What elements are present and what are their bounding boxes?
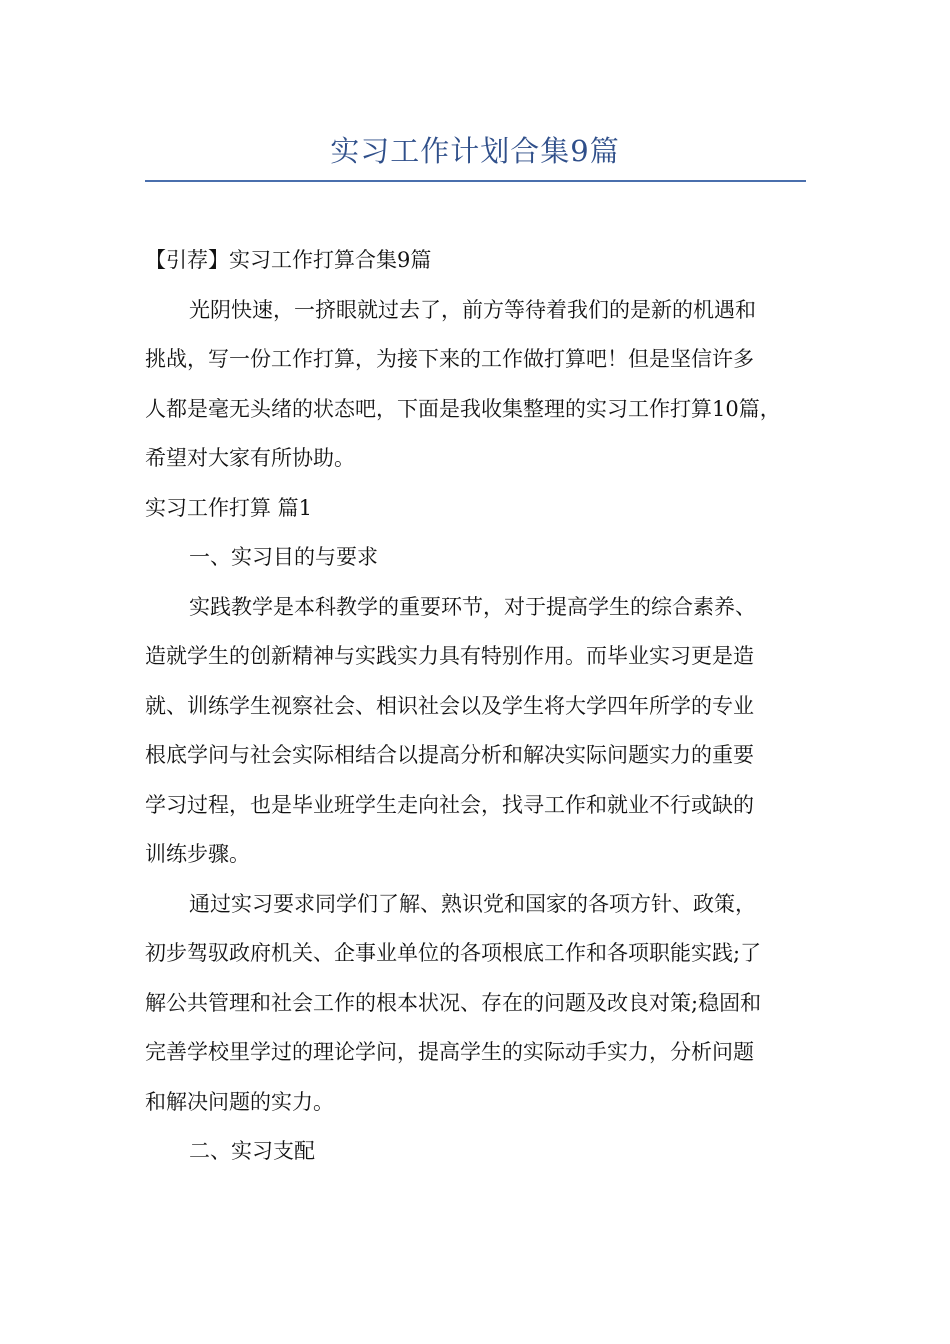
subsection-heading: 一、实习目的与要求 xyxy=(189,545,378,569)
body-line: 和解决问题的实力。 xyxy=(145,1089,334,1114)
body-line: 训练步骤。 xyxy=(145,842,250,866)
body-line: 根底学问与社会实际相结合以提高分析和解决实际问题实力的重要 xyxy=(145,743,754,767)
body-line: 实践教学是本科教学的重要环节，对于提高学生的综合素养、 xyxy=(189,594,756,619)
body-line: 【引荐】实习工作打算合集9篇 xyxy=(145,248,432,272)
body-line: 初步驾驭政府机关、企事业单位的各项根底工作和各项职能实践;了 xyxy=(145,941,762,965)
section-heading: 实习工作打算 篇1 xyxy=(145,495,313,520)
body-line: 造就学生的创新精神与实践实力具有特别作用。而毕业实习更是造 xyxy=(145,644,754,668)
body-line: 就、训练学生视察社会、相识社会以及学生将大学四年所学的专业 xyxy=(145,693,754,718)
body-line: 完善学校里学过的理论学问，提高学生的实际动手实力，分析问题 xyxy=(145,1040,754,1064)
body-line: 通过实习要求同学们了解、熟识党和国家的各项方针、政策， xyxy=(189,891,756,916)
body-line: 解公共管理和社会工作的根本状况、存在的问题及改良对策;稳固和 xyxy=(145,990,762,1015)
document-title: 实习工作计划合集9篇 xyxy=(330,134,620,168)
title-underline xyxy=(145,180,806,182)
body-line: 人都是毫无头绪的状态吧，下面是我收集整理的实习工作打算10篇， xyxy=(145,396,781,421)
document-body xyxy=(145,236,807,1177)
body-line: 学习过程，也是毕业班学生走向社会，找寻工作和就业不行或缺的 xyxy=(145,792,754,817)
body-line: 挑战，写一份工作打算，为接下来的工作做打算吧！但是坚信许多 xyxy=(145,347,754,371)
body-line: 光阴快速，一挤眼就过去了，前方等待着我们的是新的机遇和 xyxy=(189,297,756,322)
subsection-heading: 二、实习支配 xyxy=(189,1139,315,1163)
body-line: 希望对大家有所协助。 xyxy=(145,446,355,470)
